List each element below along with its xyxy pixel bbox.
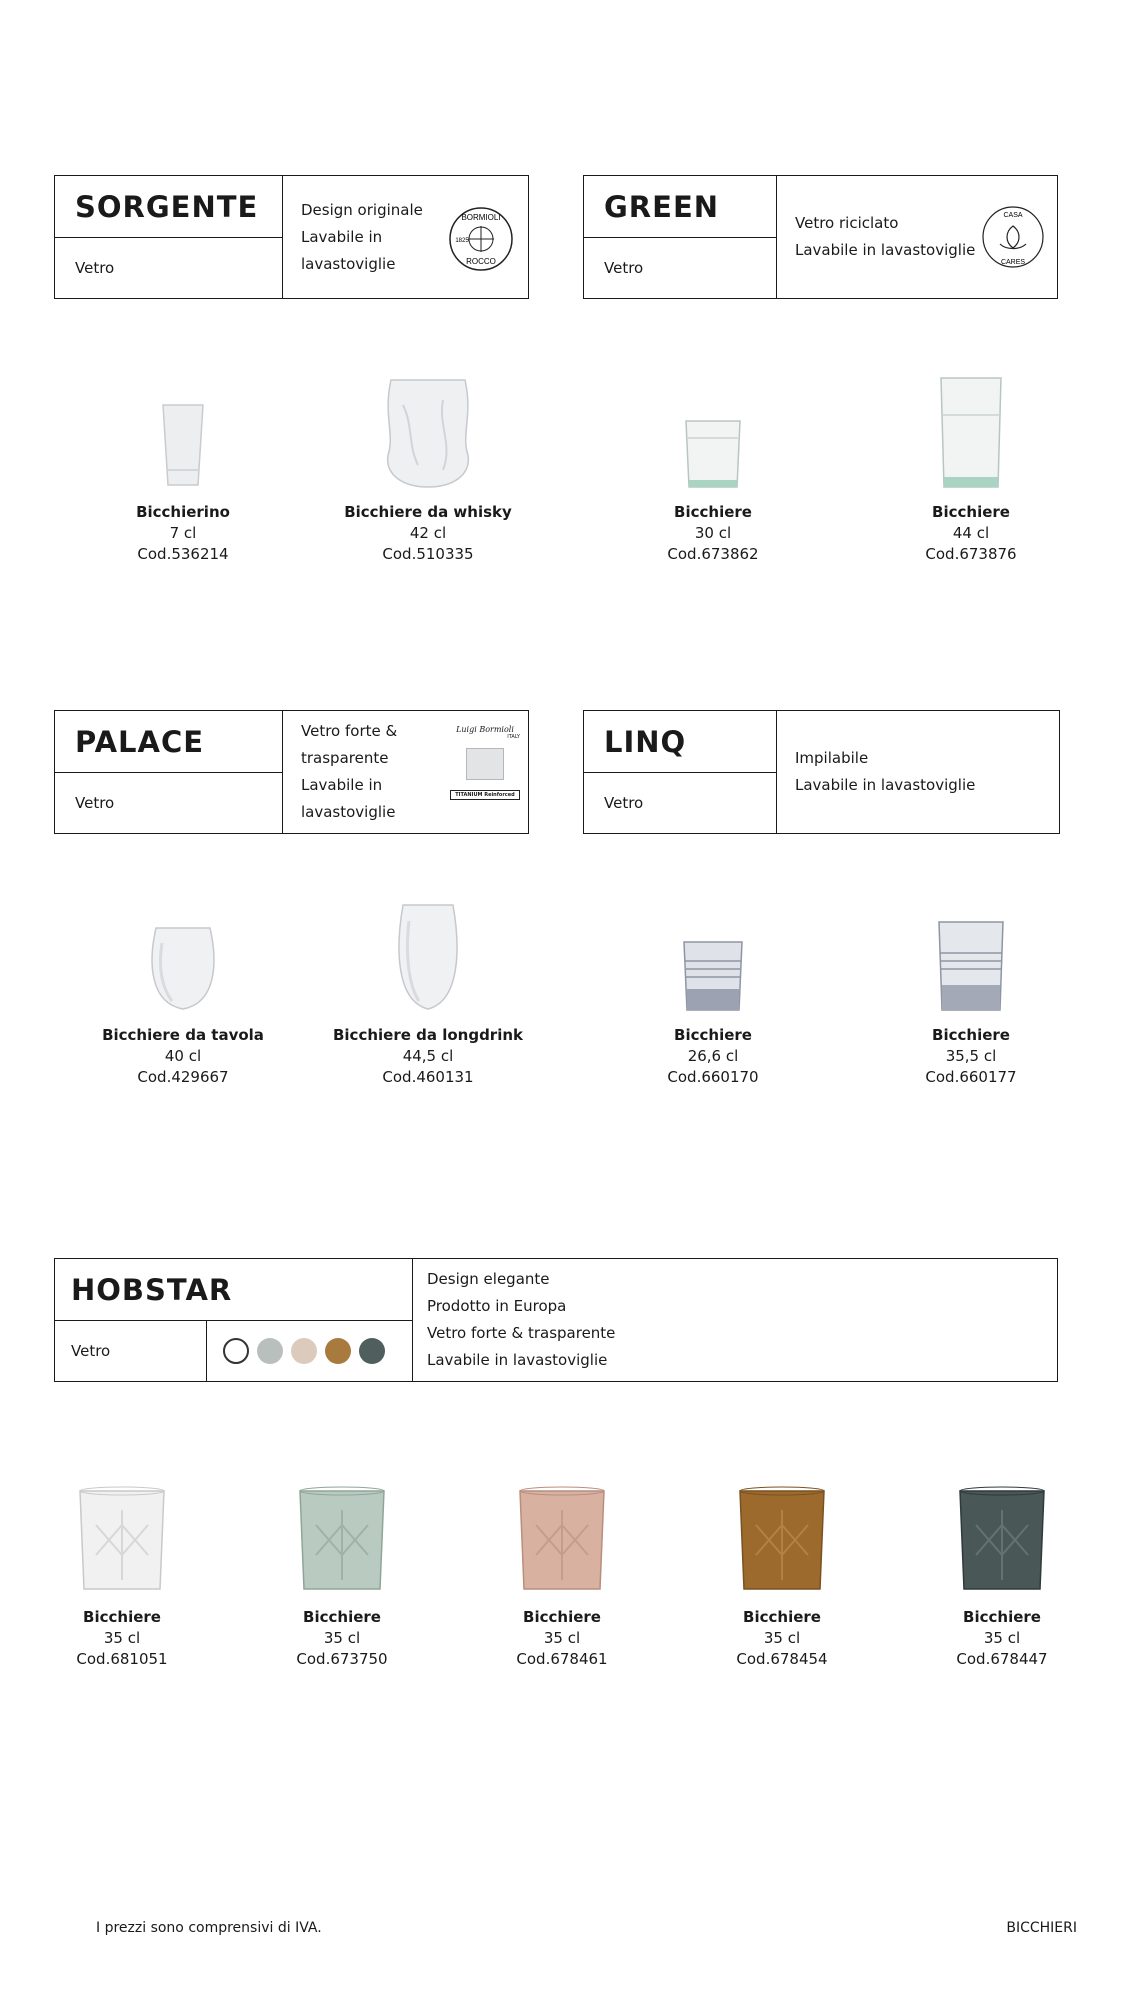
series-name: HOBSTAR [55,1259,413,1321]
product-code: Cod.460131 [382,1068,474,1086]
logo-text: BORMIOLI [461,213,501,222]
series-material: Vetro [584,237,777,298]
series-features [777,176,977,298]
logo-text: TITANIUM Reinforced [450,790,520,800]
series-box-green [583,175,1058,299]
feature-text: lavastoviglie [301,254,396,273]
shot-glass-image [158,400,208,490]
bormioli-rocco-logo [448,206,514,272]
product-name: Bicchiere [674,1026,752,1044]
product-name: Bicchiere [303,1608,381,1626]
series-material: Vetro [55,1320,207,1381]
product-size: 40 cl [164,1047,202,1065]
feature-text: Design elegante [427,1270,550,1288]
series-box-sorgente [54,175,529,299]
hobstar-glass-pink-image [516,1485,608,1595]
series-name: PALACE [55,711,283,773]
color-swatches [207,1320,413,1381]
green-glass-tall-image [938,375,1004,490]
longdrink-glass-image [397,901,459,1013]
product-size: 35 cl [543,1629,581,1647]
series-box-hobstar [54,1258,1058,1382]
product-card[interactable] [73,370,293,565]
product-card[interactable] [318,370,538,565]
linq-glass-tall-image [936,919,1006,1013]
product-name: Bicchiere da whisky [344,503,512,521]
logo-text: ITALY [507,734,520,740]
product-code: Cod.678447 [956,1650,1048,1668]
product-card[interactable] [232,1475,452,1670]
product-size: 35 cl [983,1629,1021,1647]
feature-text: Lavabile in lavastoviglie [795,241,976,259]
green-glass-small-image [683,418,743,490]
tumbler-glass-image [148,923,218,1013]
product-code: Cod.660177 [925,1068,1017,1086]
product-size: 7 cl [169,524,197,542]
whisky-glass-image [383,375,473,490]
product-code: Cod.536214 [137,545,229,563]
series-material: Vetro [55,772,283,833]
swatch-clear[interactable] [223,1338,249,1364]
series-material: Vetro [584,772,777,833]
product-name: Bicchiere [963,1608,1041,1626]
price-note: I prezzi sono comprensivi di IVA. [96,1920,322,1936]
product-code: Cod.660170 [667,1068,759,1086]
series-box-palace [54,710,529,834]
product-code: Cod.673876 [925,545,1017,563]
feature-text: Design originale [301,200,423,219]
series-name: GREEN [584,176,777,238]
product-code: Cod.678454 [736,1650,828,1668]
feature-text: lavastoviglie [301,803,396,821]
feature-text: Impilabile [795,749,869,767]
series-box-linq [583,710,1060,834]
product-size: 35 cl [103,1629,141,1647]
product-name: Bicchiere [83,1608,161,1626]
product-name: Bicchiere [932,1026,1010,1044]
product-code: Cod.678461 [516,1650,608,1668]
feature-text: Vetro forte & trasparente [427,1324,616,1342]
hobstar-glass-green-image [296,1485,388,1595]
logo-text: Luigi Bormioli [456,725,514,734]
feature-text: Lavabile in lavastoviglie [427,1351,608,1369]
hobstar-glass-clear-image [76,1485,168,1595]
product-size: 35 cl [763,1629,801,1647]
series-name: LINQ [584,711,777,773]
product-card[interactable] [318,893,538,1088]
luigi-bormioli-logo [450,725,520,800]
product-name: Bicchiere [523,1608,601,1626]
logo-text: ROCCO [466,257,496,266]
product-size: 44,5 cl [402,1047,454,1065]
feature-text: Lavabile in lavastoviglie [795,776,976,794]
product-card[interactable] [892,1475,1112,1670]
swatch-amber[interactable] [325,1338,351,1364]
product-code: Cod.510335 [382,545,474,563]
product-name: Bicchiere [932,503,1010,521]
swatch-dark-green[interactable] [359,1338,385,1364]
product-card[interactable] [672,1475,892,1670]
product-name: Bicchierino [136,503,230,521]
product-name: Bicchiere da tavola [102,1026,264,1044]
series-features [283,176,433,298]
product-size: 44 cl [952,524,990,542]
product-code: Cod.681051 [76,1650,168,1668]
product-code: Cod.673862 [667,545,759,563]
certificate-icon [466,748,504,780]
product-size: 35,5 cl [945,1047,997,1065]
product-card[interactable] [603,370,823,565]
series-material: Vetro [55,237,283,298]
product-size: 35 cl [323,1629,361,1647]
logo-text: 1825 [455,238,469,244]
product-card[interactable] [603,893,823,1088]
product-card[interactable] [861,370,1081,565]
product-name: Bicchiere [674,503,752,521]
product-size: 42 cl [409,524,447,542]
linq-glass-small-image [681,939,745,1013]
feature-text: Lavabile in [301,227,383,246]
product-card[interactable] [452,1475,672,1670]
series-features [777,711,1047,833]
hobstar-glass-dark-image [956,1485,1048,1595]
feature-text: Lavabile in [301,776,383,794]
product-card[interactable] [12,1475,232,1670]
feature-text: Vetro forte & [301,722,398,740]
series-features [283,711,433,833]
series-features [413,1259,813,1381]
product-name: Bicchiere [743,1608,821,1626]
product-code: Cod.673750 [296,1650,388,1668]
logo-text: CARES [1000,259,1026,266]
logo-text: CASA [1003,212,1023,219]
series-name: SORGENTE [55,176,283,238]
product-size: 26,6 cl [687,1047,739,1065]
swatch-grey[interactable] [257,1338,283,1364]
product-code: Cod.429667 [137,1068,229,1086]
casa-cares-logo [980,204,1046,270]
feature-text: Prodotto in Europa [427,1297,567,1315]
hobstar-glass-amber-image [736,1485,828,1595]
product-card[interactable] [73,893,293,1088]
category-label: BICCHIERI [1006,1920,1077,1936]
product-name: Bicchiere da longdrink [332,1026,524,1044]
swatch-pink[interactable] [291,1338,317,1364]
feature-text: Vetro riciclato [795,214,899,232]
product-size: 30 cl [694,524,732,542]
product-card[interactable] [861,893,1081,1088]
feature-text: trasparente [301,749,389,767]
